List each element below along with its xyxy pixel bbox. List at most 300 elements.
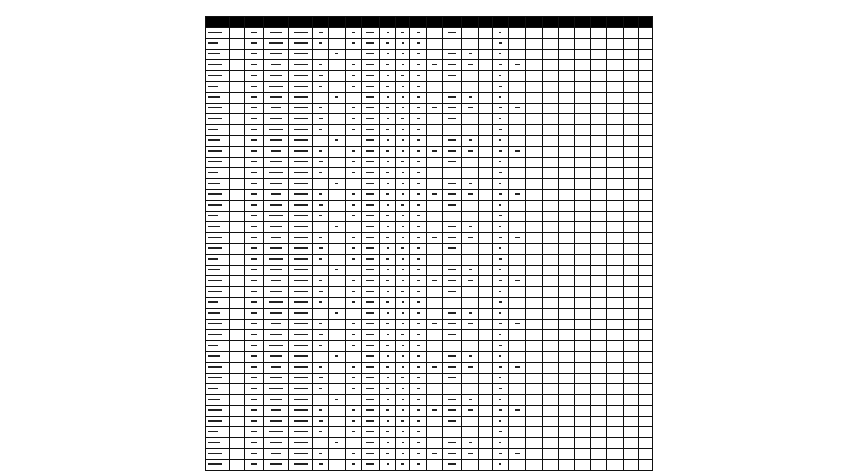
table-cell — [380, 395, 396, 406]
table-cell — [574, 287, 590, 298]
table-cell — [229, 395, 244, 406]
table-cell — [345, 168, 361, 179]
table-cell — [623, 81, 638, 92]
cell-content-mark — [208, 388, 218, 389]
table-cell — [264, 200, 289, 211]
table-cell — [558, 189, 574, 200]
table-cell — [492, 146, 508, 157]
table-cell — [442, 459, 461, 470]
table-cell — [558, 373, 574, 384]
table-cell — [442, 81, 461, 92]
cell-content-mark — [402, 53, 404, 54]
table-cell — [442, 103, 461, 114]
cell-content-mark — [499, 183, 501, 184]
table-cell — [264, 157, 289, 168]
cell-content-mark — [251, 463, 257, 464]
table-cell — [289, 254, 313, 265]
table-cell — [492, 384, 508, 395]
table-row — [206, 287, 653, 298]
table-cell — [574, 49, 590, 60]
table-cell — [229, 308, 244, 319]
cell-content-mark — [448, 334, 456, 335]
cell-content-mark — [251, 53, 257, 54]
table-cell — [591, 265, 607, 276]
cell-content-mark — [270, 96, 282, 97]
table-cell — [542, 222, 558, 233]
table-cell — [244, 125, 263, 136]
cell-content-mark — [294, 129, 308, 130]
table-cell — [264, 28, 289, 39]
table-cell — [380, 92, 396, 103]
cell-content-mark — [269, 345, 283, 346]
cell-content-mark — [448, 355, 456, 356]
cell-content-mark — [352, 193, 355, 194]
cell-content-mark — [294, 86, 308, 87]
table-cell — [313, 362, 329, 373]
table-cell — [591, 189, 607, 200]
table-cell — [380, 103, 396, 114]
table-cell — [396, 211, 410, 222]
table-cell — [244, 135, 263, 146]
table-cell — [229, 168, 244, 179]
table-row — [206, 405, 653, 416]
table-cell — [264, 308, 289, 319]
table-cell — [542, 319, 558, 330]
cell-content-mark — [251, 345, 257, 346]
table-cell — [591, 449, 607, 460]
cell-content-mark — [387, 139, 389, 140]
cell-content-mark — [352, 215, 355, 216]
table-cell — [558, 168, 574, 179]
table-cell — [542, 168, 558, 179]
table-cell — [396, 38, 410, 49]
cell-content-mark — [251, 377, 257, 378]
table-cell — [329, 28, 345, 39]
cell-content-mark — [499, 75, 501, 76]
cell-content-mark — [387, 53, 389, 54]
table-cell — [508, 373, 525, 384]
table-cell — [329, 449, 345, 460]
cell-content-mark — [499, 172, 502, 173]
cell-content-mark — [387, 334, 389, 335]
table-cell — [623, 233, 638, 244]
cell-content-mark — [294, 64, 308, 65]
row-label-cell — [206, 330, 230, 341]
table-row — [206, 233, 653, 244]
cell-content-mark — [270, 139, 282, 140]
table-cell — [289, 265, 313, 276]
table-cell — [361, 211, 379, 222]
table-cell — [229, 222, 244, 233]
table-cell — [508, 222, 525, 233]
table-cell — [607, 28, 623, 39]
table-cell — [462, 308, 478, 319]
table-cell — [313, 146, 329, 157]
row-label-cell — [206, 179, 230, 190]
cell-content-mark — [294, 53, 308, 54]
cell-content-mark — [432, 107, 437, 108]
cell-content-mark — [319, 150, 322, 151]
table-cell — [591, 459, 607, 470]
cell-content-mark — [366, 150, 374, 151]
cell-content-mark — [387, 399, 389, 400]
table-cell — [623, 384, 638, 395]
table-cell — [426, 362, 442, 373]
table-cell — [574, 319, 590, 330]
table-cell — [478, 179, 492, 190]
table-cell — [542, 276, 558, 287]
cell-content-mark — [269, 388, 283, 389]
table-cell — [289, 459, 313, 470]
table-cell — [607, 330, 623, 341]
cell-content-mark — [468, 453, 473, 454]
cell-content-mark — [401, 463, 404, 464]
table-cell — [607, 233, 623, 244]
table-cell — [410, 81, 426, 92]
table-cell — [426, 211, 442, 222]
table-cell — [623, 135, 638, 146]
table-cell — [462, 265, 478, 276]
table-cell — [229, 60, 244, 71]
row-label-cell — [206, 114, 230, 125]
cell-content-mark — [251, 247, 257, 248]
table-row — [206, 308, 653, 319]
table-cell — [313, 265, 329, 276]
table-cell — [574, 362, 590, 373]
table-cell — [264, 276, 289, 287]
table-cell — [426, 276, 442, 287]
table-cell — [462, 157, 478, 168]
table-cell — [558, 49, 574, 60]
table-cell — [574, 459, 590, 470]
table-cell — [526, 157, 542, 168]
table-cell — [574, 341, 590, 352]
cell-content-mark — [319, 172, 322, 173]
table-cell — [313, 427, 329, 438]
cell-content-mark — [402, 345, 404, 346]
table-cell — [313, 384, 329, 395]
table-cell — [289, 276, 313, 287]
cell-content-mark — [352, 420, 355, 421]
table-cell — [289, 49, 313, 60]
table-cell — [574, 38, 590, 49]
table-cell — [508, 405, 525, 416]
cell-content-mark — [270, 420, 282, 421]
table-cell — [478, 405, 492, 416]
table-cell — [462, 395, 478, 406]
cell-content-mark — [269, 301, 283, 302]
cell-content-mark — [432, 323, 437, 324]
table-cell — [345, 114, 361, 125]
table-cell — [623, 60, 638, 71]
table-cell — [462, 222, 478, 233]
table-cell — [345, 38, 361, 49]
row-label-cell — [206, 276, 230, 287]
cell-content-mark — [386, 280, 389, 281]
table-cell — [508, 71, 525, 82]
cell-content-mark — [469, 183, 472, 184]
table-cell — [229, 28, 244, 39]
cell-content-mark — [499, 312, 501, 313]
cell-content-mark — [294, 204, 308, 205]
table-cell — [380, 319, 396, 330]
cell-content-mark — [401, 161, 404, 162]
table-cell — [478, 427, 492, 438]
cell-content-mark — [417, 193, 420, 194]
cell-content-mark — [499, 32, 501, 33]
table-cell — [289, 351, 313, 362]
table-cell — [492, 125, 508, 136]
cell-content-mark — [499, 463, 501, 464]
table-cell — [542, 341, 558, 352]
table-cell — [289, 135, 313, 146]
cell-content-mark — [499, 453, 502, 454]
table-cell — [478, 351, 492, 362]
table-cell — [345, 71, 361, 82]
cell-content-mark — [251, 75, 257, 76]
cell-content-mark — [319, 323, 322, 324]
cell-content-mark — [448, 463, 456, 464]
table-cell — [329, 38, 345, 49]
table-cell — [289, 243, 313, 254]
cell-content-mark — [401, 420, 404, 421]
table-cell — [558, 330, 574, 341]
table-cell — [345, 276, 361, 287]
table-cell — [638, 362, 652, 373]
table-cell — [591, 222, 607, 233]
table-cell — [623, 28, 638, 39]
cell-content-mark — [352, 345, 355, 346]
table-cell — [426, 416, 442, 427]
table-cell — [329, 243, 345, 254]
cell-content-mark — [417, 183, 420, 184]
table-cell — [623, 297, 638, 308]
cell-content-mark — [417, 226, 420, 227]
table-cell — [396, 146, 410, 157]
table-cell — [591, 319, 607, 330]
cell-content-mark — [417, 431, 420, 432]
table-cell — [574, 211, 590, 222]
table-cell — [380, 200, 396, 211]
cell-content-mark — [448, 377, 456, 378]
table-cell — [229, 297, 244, 308]
table-cell — [380, 60, 396, 71]
cell-content-mark — [386, 431, 389, 432]
table-cell — [361, 200, 379, 211]
cell-content-mark — [352, 204, 355, 205]
cell-content-mark — [386, 150, 389, 151]
cell-content-mark — [366, 377, 374, 378]
table-cell — [410, 297, 426, 308]
table-cell — [508, 179, 525, 190]
table-cell — [426, 60, 442, 71]
cell-content-mark — [448, 312, 456, 313]
table-cell — [426, 427, 442, 438]
table-cell — [542, 384, 558, 395]
cell-content-mark — [251, 420, 257, 421]
table-cell — [607, 179, 623, 190]
cell-content-mark — [448, 247, 456, 248]
cell-content-mark — [251, 388, 257, 389]
table-cell — [442, 438, 461, 449]
table-cell — [558, 71, 574, 82]
table-cell — [638, 71, 652, 82]
row-label-cell — [206, 243, 230, 254]
table-cell — [426, 405, 442, 416]
table-cell — [380, 438, 396, 449]
cell-content-mark — [294, 345, 308, 346]
table-cell — [638, 179, 652, 190]
table-cell — [345, 28, 361, 39]
row-label-cell — [206, 427, 230, 438]
table-cell — [442, 28, 461, 39]
table-cell — [526, 287, 542, 298]
cell-content-mark — [417, 204, 420, 205]
table-cell — [426, 449, 442, 460]
table-cell — [396, 200, 410, 211]
table-cell — [410, 49, 426, 60]
table-cell — [244, 341, 263, 352]
table-cell — [289, 416, 313, 427]
cell-content-mark — [468, 409, 473, 410]
table-cell — [380, 81, 396, 92]
cell-content-mark — [251, 399, 257, 400]
table-cell — [264, 319, 289, 330]
table-cell — [244, 114, 263, 125]
row-label-cell — [206, 308, 230, 319]
table-cell — [289, 81, 313, 92]
table-cell — [329, 297, 345, 308]
table-cell — [396, 341, 410, 352]
cell-content-mark — [366, 442, 374, 443]
table-cell — [574, 233, 590, 244]
table-cell — [492, 297, 508, 308]
cell-content-mark — [469, 96, 472, 97]
cell-content-mark — [251, 161, 257, 162]
table-cell — [426, 71, 442, 82]
table-cell — [313, 438, 329, 449]
cell-content-mark — [270, 247, 282, 248]
cell-content-mark — [270, 53, 282, 54]
cell-content-mark — [402, 86, 404, 87]
cell-content-mark — [366, 86, 374, 87]
cell-content-mark — [402, 215, 404, 216]
table-cell — [591, 243, 607, 254]
table-cell — [638, 351, 652, 362]
table-cell — [542, 146, 558, 157]
table-cell — [442, 200, 461, 211]
table-cell — [478, 459, 492, 470]
cell-content-mark — [387, 75, 389, 76]
table-cell — [380, 189, 396, 200]
column-header — [329, 17, 345, 28]
cell-content-mark — [387, 442, 389, 443]
table-cell — [361, 38, 379, 49]
table-row — [206, 168, 653, 179]
table-cell — [558, 200, 574, 211]
cell-content-mark — [335, 183, 338, 184]
table-cell — [329, 405, 345, 416]
cell-content-mark — [251, 183, 257, 184]
row-label-cell — [206, 71, 230, 82]
table-cell — [638, 459, 652, 470]
table-cell — [329, 384, 345, 395]
cell-content-mark — [499, 377, 501, 378]
cell-content-mark — [499, 161, 501, 162]
cell-content-mark — [386, 258, 389, 259]
table-cell — [442, 384, 461, 395]
table-cell — [380, 114, 396, 125]
table-cell — [462, 416, 478, 427]
table-cell — [638, 103, 652, 114]
table-cell — [526, 351, 542, 362]
cell-content-mark — [387, 118, 389, 119]
table-cell — [638, 125, 652, 136]
table-cell — [462, 211, 478, 222]
table-cell — [410, 125, 426, 136]
table-cell — [329, 233, 345, 244]
table-cell — [558, 427, 574, 438]
row-label-cell — [206, 135, 230, 146]
table-cell — [492, 330, 508, 341]
table-cell — [574, 243, 590, 254]
table-cell — [526, 276, 542, 287]
table-cell — [591, 384, 607, 395]
cell-content-mark — [294, 366, 308, 367]
table-cell — [229, 125, 244, 136]
cell-content-mark — [417, 453, 420, 454]
table-cell — [361, 330, 379, 341]
cell-content-mark — [499, 86, 502, 87]
table-cell — [361, 319, 379, 330]
table-cell — [492, 254, 508, 265]
table-cell — [508, 308, 525, 319]
cell-content-mark — [208, 355, 220, 356]
table-cell — [345, 287, 361, 298]
cell-content-mark — [386, 193, 389, 194]
table-cell — [264, 265, 289, 276]
table-cell — [426, 384, 442, 395]
cell-content-mark — [515, 280, 520, 281]
table-cell — [426, 438, 442, 449]
table-cell — [426, 189, 442, 200]
cell-content-mark — [387, 291, 389, 292]
cell-content-mark — [417, 291, 420, 292]
cell-content-mark — [448, 96, 456, 97]
cell-content-mark — [319, 32, 323, 33]
cell-content-mark — [386, 42, 389, 43]
cell-content-mark — [448, 409, 456, 410]
table-row — [206, 276, 653, 287]
cell-content-mark — [402, 453, 404, 454]
cell-content-mark — [448, 269, 456, 270]
table-cell — [361, 103, 379, 114]
table-cell — [442, 222, 461, 233]
table-cell — [591, 81, 607, 92]
table-cell — [492, 211, 508, 222]
table-cell — [558, 405, 574, 416]
cell-content-mark — [386, 409, 389, 410]
table-row — [206, 341, 653, 352]
table-cell — [345, 92, 361, 103]
table-cell — [526, 308, 542, 319]
table-cell — [508, 200, 525, 211]
table-cell — [526, 211, 542, 222]
table-cell — [361, 157, 379, 168]
table-cell — [508, 287, 525, 298]
table-cell — [591, 351, 607, 362]
table-cell — [264, 71, 289, 82]
